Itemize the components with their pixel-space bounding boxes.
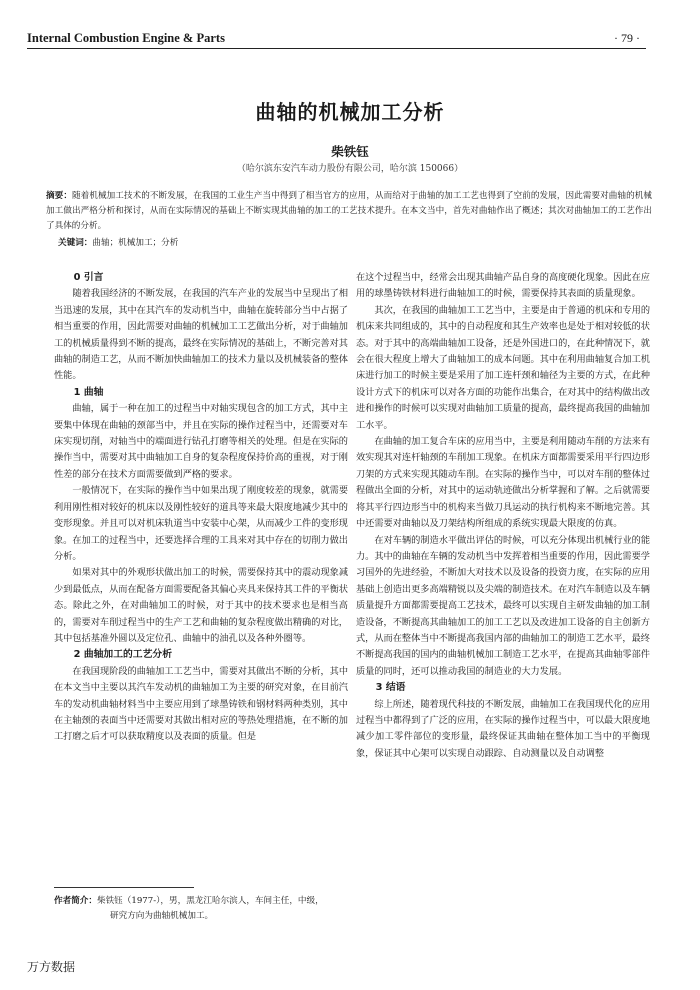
paragraph: 其次，在我国的曲轴加工工艺当中，主要是由于普通的机床和专用的机床来共同组成的，其中的自动程度和其生产效率也是处于相对较低的状态。对于其中的高端曲轴加工设备，还是外国进口的，在此种情况下，就会在很大程度上增大了曲轴加工的成本问题。其中在利用曲轴复合加工机床进行加工的时候主要是采用了加工连杆颈和轴径为主要的方式，在此种设计方式下的机床可以对各方面的功能作出集合，在对其中的结构做出改进和操作的时候可以实现对曲轴加工质量的提高，最终提高我国的曲轴加工水平。 [356,304,651,431]
paragraph: 在曲轴的加工复合车床的应用当中，主要是利用随动车削的方法来有效实现其对连杆轴颈的车削加工现象。在机床方面都需要采用平行四边形刀架的方式来实现其随动车削。在实际的操作当中，可以对车削的整体过程做出全面的分析，对其中的运动轨迹做出分析掌握和了解。之后就需要将其平行四边形当中的机构来当做刀具运动的执行机构来不断地完善。其中还需要对曲轴以及刀架结构所组成的系统实现最大限度的仿真。 [356,436,651,530]
footnote-label: 作者简介： [54,896,97,906]
page-number: · 79 · [614,31,640,45]
paragraph: 曲轴，属于一种在加工的过程当中对轴实现包含的加工方式，其中主要集中体现在曲轴的颈部当中，并且在实际的操作过程当中，还需要对车床实现切削，对轴当中的端面进行钻孔打磨等相关的处理。但是在实际的操作当中，需要对其中曲轴加工自身的复杂程度保持价高的重视，对于刚性差的部分在技术方面需要做到严格的要求。 [54,403,349,480]
keywords [58,236,178,248]
paragraph: 在我国现阶段的曲轴加工工艺当中，需要对其做出不断的分析，其中在本文当中主要以其汽车发动机的曲轴加工为主要的研究对象，在目前汽车的发动机曲轴材料当中主要应用到了球墨铸铁和钢材料两种类别，其中在主轴颈的表面当中还需要对其做出相对应的等热处理措施，在不断的加工打磨之后才可以获取精度以及表面的质量。但是 [54,665,349,743]
running-header [27,30,646,49]
database-watermark: 万方数据 [27,960,76,974]
paragraph: 如果对其中的外观形状做出加工的时候，需要保持其中的震动现象减少到最低点，从而在配备方面需要配备其偏心夹具来保持其工件的平衡状态。除此之外，在对曲轴加工的时候，对于其中的技术要求也是相当高的，需要对车削过程当中的生产工艺和曲轴的复杂程度做出精确的对比，其中包括基准外圆以及定位孔、曲轴中的油孔以及各种外圈等。 [54,567,349,644]
affiliation: （哈尔滨东安汽车动力股份有限公司，哈尔滨 150066） [236,164,464,174]
keywords-text: 曲轴；机械加工；分析 [92,238,179,248]
abstract [46,189,652,234]
footnote-line2: 研究方向为曲轴机械加工。 [110,911,214,921]
paragraph: 随着我国经济的不断发展，在我国的汽车产业的发展当中呈现出了相当迅速的发展，其中在其汽车的发动机当中，曲轴在旋转部分当中占据了相当重要的作用，因此需要对曲轴的机械加工工艺做出分析，对于曲轴加工的机械质量得到不断的提高，最终在实际情况的基础上，不断完善对其曲轴的制造工艺，从而不断加快曲轴加工的技术力量以及机械装备的整体性能。 [54,288,349,382]
abstract-text: 随着机械加工技术的不断发展，在我国的工业生产当中得到了相当官方的应用，从而给对于曲轴的加工工艺也得到了空前的发展，因此需要对曲轴的机械加工做出严格分析和探讨，从而在实际情况的基础上不断实现其曲轴的加工的工艺技术提升。在本文当中，首先对曲轴作出了概述；其次对曲轴加工的工艺作出了具体的分析。 [46,191,652,231]
footnote-line1: 柴铁钰（1977-），男，黑龙江哈尔滨人，车间主任，中级， [96,896,324,906]
author-name: 柴铁钰 [331,144,369,159]
abstract-label: 摘要： [46,191,72,201]
right-column [356,270,650,762]
paragraph: 在这个过程当中，经常会出现其曲轴产品自身的高度硬化现象。因此在应用的球墨铸铁材料进行曲轴加工的时候，需要保持其表面的质量现象。 [356,272,650,300]
paragraph: 综上所述，随着现代科技的不断发展，曲轴加工在我国现代化的应用过程当中都得到了广泛的应用，在实际的操作过程当中，可以最大限度地减少加工零件部位的变形量，最终保证其曲轴在整体加工当中的平衡现象，保证其中心架可以实现自动跟踪、自动测量以及自动调整 [356,698,651,759]
section-heading-crankshaft: 1 曲轴 [73,386,104,398]
paper-title: 曲轴的机械加工分析 [255,100,445,124]
author-footnote [54,894,346,924]
keywords-label: 关键词： [58,238,93,248]
left-column [54,270,348,746]
journal-name: Internal Combustion Engine & Parts [27,31,225,45]
section-heading-introduction: 0 引言 [73,272,104,283]
footnote-divider [54,887,194,888]
section-heading-process-analysis: 2 曲轴加工的工艺分析 [73,649,172,661]
paragraph: 在对车辆的制造水平做出评估的时候，可以充分体现出机械行业的能力。其中的曲轴在车辆的发动机当中发挥着相当重要的作用，因此需要学习国外的先进经验，不断加大对技术以及设备的投资力度，在实际的应用基础上创造出更多高端精锐以及尖端的制造技术。在对汽车制造以及车辆质量提升方面都需要提高工艺技术，最终可以实现自主研发曲轴的加工制造设备，不断提高其曲轴加工的加工工艺以及改进加工设备的自主创新方式，从而在整体当中不断提高我国内部的曲轴加工的制造工艺水平，最终不断提高我国的国内的曲轴机械加工制造工艺水平，在提高其曲轴零部件质量的同时，还可以推动我国的制造业的大力发展。 [356,534,651,677]
section-heading-conclusion: 3 结语 [375,682,406,694]
paragraph: 一般情况下，在实际的操作当中如果出现了刚度较差的现象，就需要利用刚性相对较好的机床以及刚性较好的道具等来最大限度地减少其中的变形现象。并且可以对机床轨道当中安装中心架，从而减少工件的变形现象。在加工的过程当中，还要选择合理的工具来对其中存在的切削力做出分析。 [54,485,349,562]
